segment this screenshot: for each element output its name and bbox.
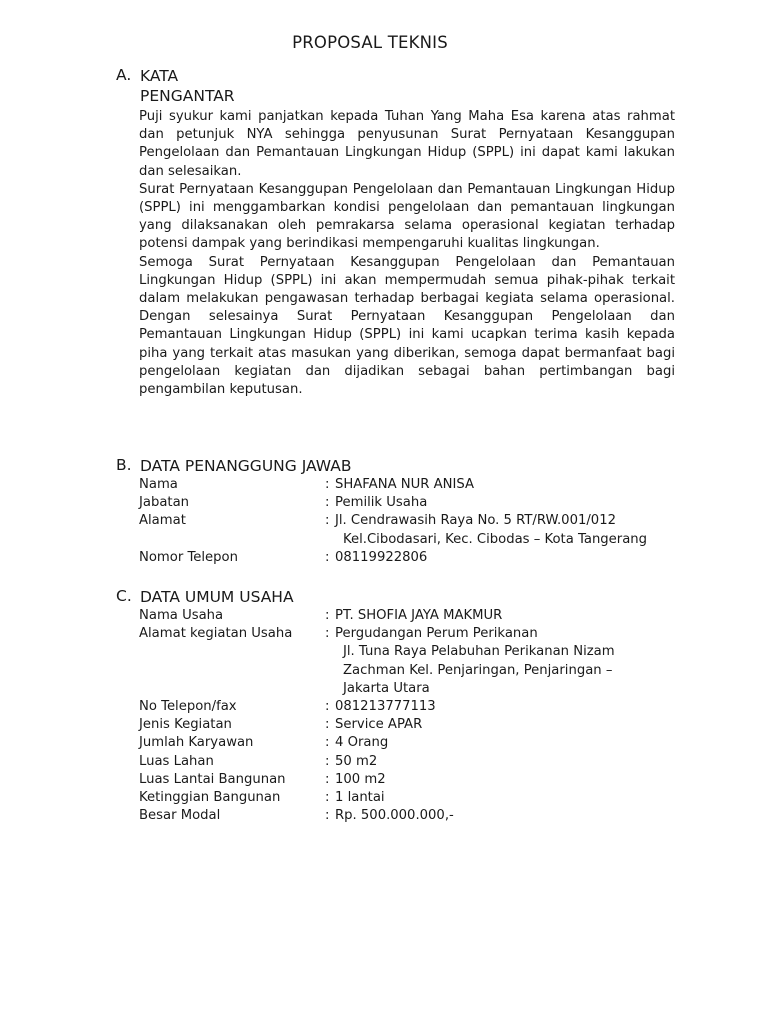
field-value-lines	[335, 607, 502, 625]
table-row	[139, 607, 685, 625]
colon: :	[325, 608, 330, 623]
colon: :	[325, 735, 330, 751]
paragraph: Puji syukur kami panjatkan kepada Tuhan Yang Maha Esa karena atas rahmat dan petunjuk NYA sehingga penyusunan Surat Pernyataan Kesanggupan Pengelolaan dan Pemantauan Lingkungan Hidup (SPPL) ini dapat kami lakukan dan selesaikan.	[139, 109, 675, 179]
field-value-lines	[335, 512, 647, 548]
field-label: No Telepon/fax	[139, 699, 237, 715]
field-value	[325, 494, 685, 512]
table-row	[139, 771, 685, 789]
field-value	[325, 607, 685, 625]
field-value-lines	[335, 789, 385, 807]
colon: :	[325, 790, 330, 806]
colon: :	[325, 495, 330, 511]
field-label: Luas Lantai Bangunan	[139, 771, 286, 787]
value-line: SHAFANA NUR ANISA	[335, 477, 475, 492]
penanggung-jawab-table	[139, 476, 685, 567]
value-line: 100 m2	[335, 771, 386, 787]
field-value-lines	[335, 716, 422, 734]
table-row	[139, 753, 685, 771]
colon: :	[325, 477, 330, 492]
value-line: 081213777113	[335, 699, 436, 715]
field-label: Nama Usaha	[139, 608, 224, 623]
field-value	[325, 549, 685, 567]
colon: :	[325, 513, 330, 529]
field-value	[325, 771, 685, 789]
value-line: Jl. Cendrawasih Raya No. 5 RT/RW.001/012	[335, 513, 616, 529]
section-a-title-line1: KATA	[140, 67, 179, 85]
section-a-title-line2: PENGANTAR	[140, 87, 235, 105]
table-row	[139, 716, 685, 734]
field-value	[325, 716, 685, 734]
section-b-title: DATA PENANGGUNG JAWAB	[140, 457, 352, 475]
data-umum-usaha-table	[139, 607, 685, 825]
section-c-title: DATA UMUM USAHA	[140, 588, 294, 606]
field-value-lines	[335, 476, 474, 494]
value-line: Service APAR	[335, 717, 423, 733]
field-value-lines	[335, 698, 436, 716]
section-a-title	[140, 66, 235, 106]
value-line: 1 lantai	[335, 790, 385, 806]
table-row	[139, 789, 685, 807]
table-row	[139, 512, 685, 548]
document-title: PROPOSAL TEKNIS	[292, 33, 448, 52]
field-value	[325, 698, 685, 716]
section-a-heading	[116, 66, 235, 106]
field-value	[325, 789, 685, 807]
field-label: Besar Modal	[139, 808, 221, 824]
colon: :	[325, 549, 330, 565]
value-line: 50 m2	[335, 753, 378, 769]
section-a-letter: A.	[116, 66, 132, 84]
value-line: 4 Orang	[335, 735, 389, 751]
field-value-lines	[335, 494, 427, 512]
field-label: Jabatan	[139, 495, 190, 511]
colon: :	[325, 808, 330, 824]
table-row	[139, 625, 685, 698]
value-line: PT. SHOFIA JAYA MAKMUR	[335, 608, 503, 623]
field-value	[325, 734, 685, 752]
section-c-letter: C.	[116, 587, 132, 605]
kata-pengantar-body	[139, 108, 675, 399]
colon: :	[325, 699, 330, 715]
field-value	[325, 476, 685, 494]
field-value-lines	[335, 753, 377, 771]
field-value-lines	[335, 625, 615, 698]
section-c-heading	[116, 587, 294, 607]
field-value-lines	[335, 549, 427, 567]
value-line: Kel.Cibodasari, Kec. Cibodas – Kota Tangerang	[343, 531, 648, 547]
value-line: Pemilik Usaha	[335, 495, 428, 511]
field-label: Jenis Kegiatan	[139, 717, 232, 733]
table-row	[139, 807, 685, 825]
value-line: Zachman Kel. Penjaringan, Penjaringan –	[343, 662, 613, 678]
table-row	[139, 549, 685, 567]
field-value	[325, 625, 685, 698]
value-line: Jl. Tuna Raya Pelabuhan Perikanan Nizam	[343, 644, 615, 660]
field-label: Nama	[139, 477, 178, 492]
table-row	[139, 476, 685, 494]
colon: :	[325, 717, 330, 733]
field-label: Alamat	[139, 513, 186, 529]
colon: :	[325, 626, 330, 642]
section-b-heading	[116, 456, 351, 476]
paragraph: Surat Pernyataan Kesanggupan Pengelolaan dan Pemantauan Lingkungan Hidup (SPPL) ini menggambarkan kondisi pengelolaan dan pemantauan lingkungan yang dilaksanakan oleh pemrakarsa selama operasional kegiatan terhadap potensi dampak yang berindikasi mempengaruhi kualitas lingkungan.	[139, 181, 675, 252]
paragraph: Semoga Surat Pernyataan Kesanggupan Pengelolaan dan Pemantauan Lingkungan Hidup (SPPL) ini akan mempermudah semua pihak-pihak terkait dalam melakukan pengawasan terhadap berbagai kegiata selama operasional. Dengan selesainya Surat Pernyataan Kesanggupan Pengelolaan dan Pemantauan Lingkungan Hidup (SPPL) ini kami ucapkan terima kasih kepada piha yang terkait atas masukan yang diberikan, semoga dapat bermanfaat bagi pengelolaan kegiatan dan dijadikan sebagai bahan pertimbangan bagi pengambilan keputusan.	[139, 254, 675, 398]
table-row	[139, 734, 685, 752]
field-value	[325, 807, 685, 825]
value-line: Pergudangan Perum Perikanan	[335, 626, 538, 642]
colon: :	[325, 771, 330, 787]
field-label: Jumlah Karyawan	[139, 735, 254, 751]
value-line: Jakarta Utara	[343, 680, 430, 696]
field-value	[325, 512, 685, 548]
field-value-lines	[335, 807, 454, 825]
field-value	[325, 753, 685, 771]
field-label: Alamat kegiatan Usaha	[139, 626, 293, 642]
field-label: Nomor Telepon	[139, 549, 238, 565]
value-line: 08119922806	[335, 549, 428, 565]
field-label: Luas Lahan	[139, 753, 214, 769]
field-value-lines	[335, 734, 388, 752]
section-b-letter: B.	[116, 456, 132, 474]
table-row	[139, 698, 685, 716]
field-value-lines	[335, 771, 386, 789]
value-line: Rp. 500.000.000,-	[335, 808, 454, 824]
table-row	[139, 494, 685, 512]
colon: :	[325, 753, 330, 769]
field-label: Ketinggian Bangunan	[139, 790, 281, 806]
